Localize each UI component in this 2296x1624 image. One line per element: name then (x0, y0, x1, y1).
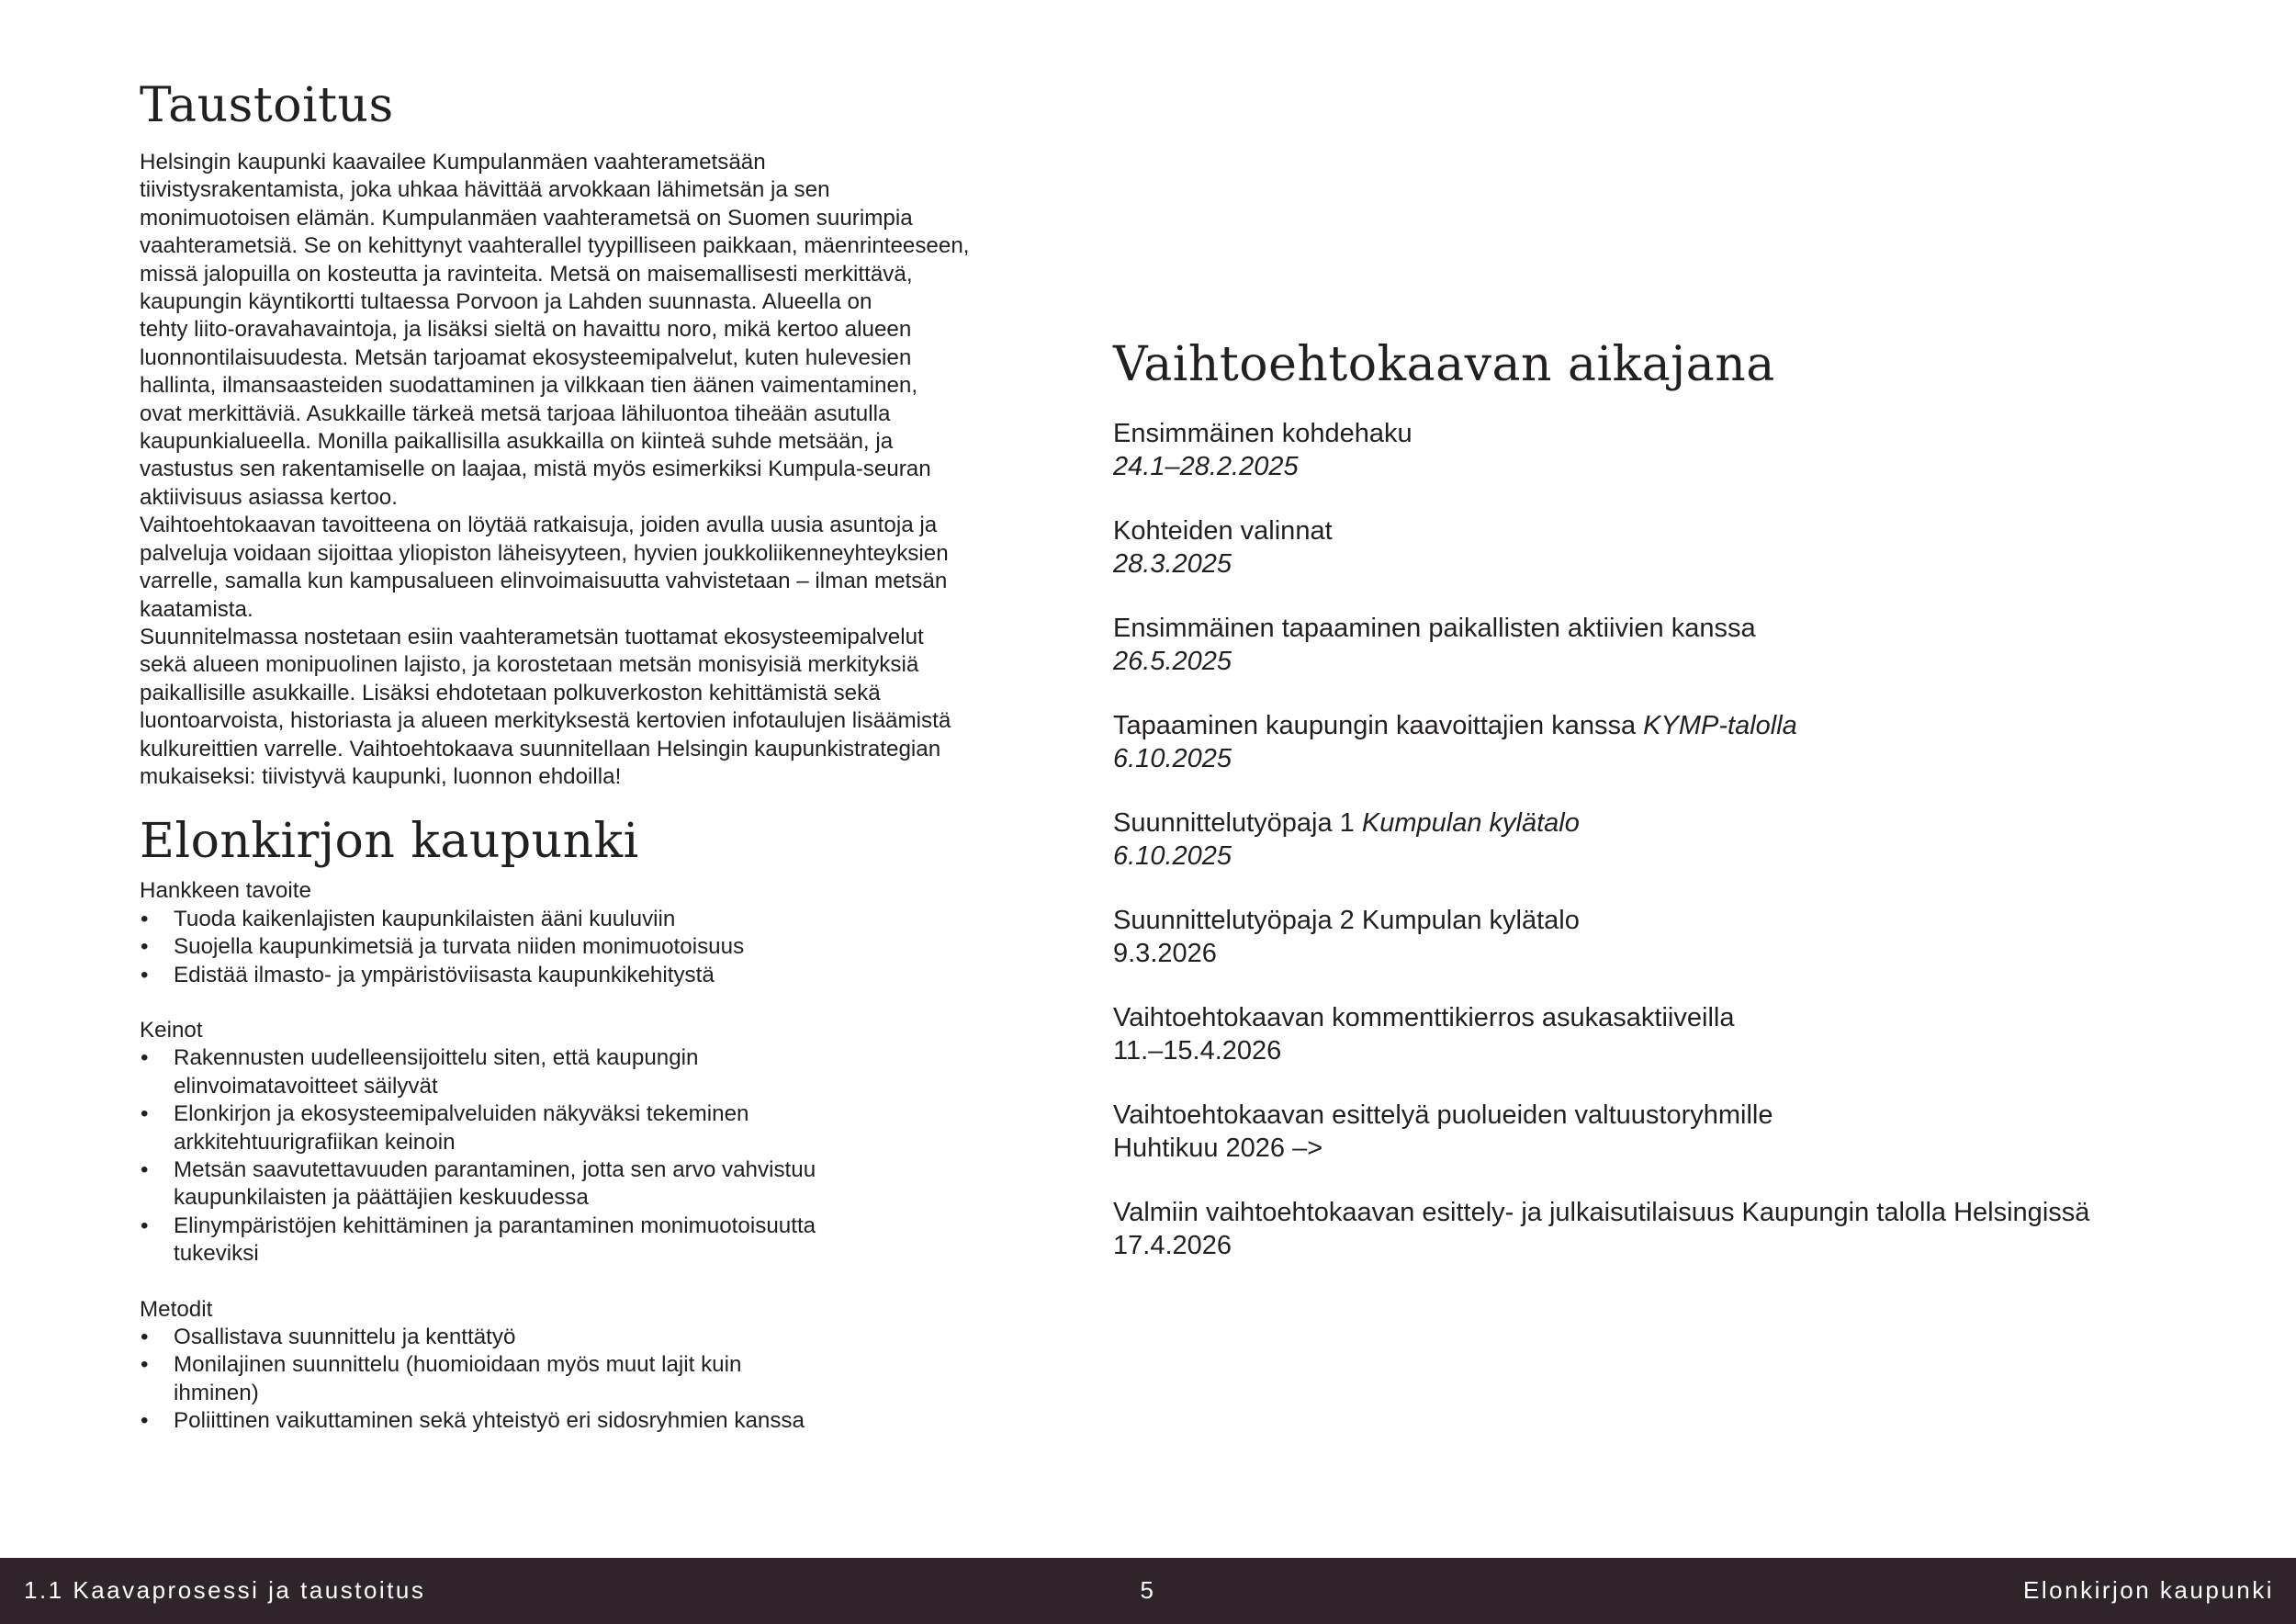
list-block (140, 1017, 1058, 1269)
bullet-list (140, 1044, 1058, 1268)
timeline-event: Tapaaminen kaupungin kaavoittajien kanssa KYMP-talolla (1113, 711, 1797, 740)
timeline-item (1113, 514, 2243, 581)
list-block (140, 877, 1058, 989)
timeline-item (1113, 806, 2243, 873)
paragraph: Vaihtoehtokaavan tavoitteena on löytää ratkaisuja, joiden avulla uusia asuntoja ja palveluja voidaan sijoittaa yliopiston läheisyyteen, hyvien joukkoliikenneyhteyksien varrelle, samalla kun kampusalueen elinvoimaisuutta vahvistetaan – ilman metsän kaatamista. (140, 513, 949, 622)
timeline-event: Kohteiden valinnat (1113, 516, 1333, 546)
list-item: • Edistää ilmasto- ja ympäristöviisasta kaupunkikehitystä (140, 962, 1058, 989)
list-item: • Poliittinen vaikuttaminen sekä yhteistyö eri sidosryhmien kanssa (140, 1407, 1058, 1435)
list-item: • Rakennusten uudelleensijoittelu siten, että kaupungin elinvoimatavoitteet säilyvät (140, 1044, 1058, 1100)
timeline-date: 6.10.2025 (1113, 744, 1232, 773)
timeline-item (1113, 612, 2243, 678)
left-column (140, 75, 1058, 1436)
list-item: • Tuoda kaikenlajisten kaupunkilaisten ääni kuuluviin (140, 906, 1058, 933)
timeline-date: Huhtikuu 2026 –> (1113, 1133, 1323, 1163)
timeline-event: Vaihtoehtokaavan esittelyä puolueiden valtuustoryhmille (1113, 1100, 1773, 1130)
timeline-item (1113, 417, 2243, 483)
bullet-list (140, 906, 1058, 989)
timeline-item (1113, 1001, 2243, 1067)
list-item: • Elinympäristöjen kehittäminen ja parantaminen monimuotoisuutta tukeviksi (140, 1212, 1058, 1269)
event-location: KYMP-talolla (1643, 711, 1797, 740)
timeline-event: Ensimmäinen kohdehaku (1113, 419, 1412, 448)
timeline-date: 28.3.2025 (1113, 549, 1232, 579)
timeline-event: Suunnittelutyöpaja 1 Kumpulan kylätalo (1113, 808, 1580, 838)
right-column (1113, 333, 2243, 1293)
footer-section-label: 1.1 Kaavaprosessi ja taustoitus (24, 1576, 426, 1604)
timeline-item (1113, 1196, 2243, 1262)
timeline-event: Vaihtoehtokaavan kommenttikierros asukasaktiiveilla (1113, 1003, 1735, 1032)
background-text (140, 149, 1058, 791)
timeline (1113, 417, 2243, 1262)
bullet-list (140, 1324, 1058, 1436)
timeline-item (1113, 904, 2243, 970)
page-number: 5 (1140, 1576, 1156, 1604)
list-item: • Suojella kaupunkimetsiä ja turvata niiden monimuotoisuus (140, 933, 1058, 961)
list-label: Hankkeen tavoite (140, 878, 311, 904)
page-footer (0, 1558, 2296, 1624)
timeline-date: 17.4.2026 (1113, 1231, 1232, 1260)
timeline-event: Suunnittelutyöpaja 2 Kumpulan kylätalo (1113, 906, 1580, 935)
list-item: • Elonkirjon ja ekosysteemipalveluiden näkyväksi tekeminen arkkitehtuurigrafiikan keinoin (140, 1100, 1058, 1156)
timeline-date: 11.–15.4.2026 (1113, 1036, 1282, 1066)
timeline-event: Ensimmäinen tapaaminen paikallisten aktiivien kanssa (1113, 614, 1756, 643)
timeline-heading: Vaihtoehtokaavan aikajana (1113, 337, 1775, 392)
event-location: Kumpulan kylätalo (1361, 808, 1580, 838)
list-block (140, 1296, 1058, 1436)
goals-lists (140, 877, 1058, 1435)
list-label: Keinot (140, 1017, 203, 1043)
list-item: • Monilajinen suunnittelu (huomioidaan myös muut lajit kuin ihminen) (140, 1351, 1058, 1407)
section-heading-taustoitus: Taustoitus (140, 78, 394, 133)
timeline-date: 9.3.2026 (1113, 939, 1217, 968)
paragraph: Helsingin kaupunki kaavailee Kumpulanmäen vaahterametsään tiivistysrakentamista, joka uhkaa hävittää arvokkaan lähimetsän ja sen monimuotoisen elämän. Kumpulanmäen vaahterametsä on Suomen suurimpia vaahterametsiä. Se on kehittynyt vaahterallel tyypilliseen paikkaan, mäenrinteeseen, missä jalopuilla on kosteutta ja ravinteita. Metsä on maisemallisesti merkittävä, kaupungin käyntikortti tultaessa Porvoon ja Lahden suunnasta. Alueella on tehty liito-oravahavaintoja, ja lisäksi sieltä on havaittu noro, mikä kertoo alueen luonnontilaisuudesta. Metsän tarjoamat ekosysteemipalvelut, kuten hulevesien hallinta, ilmansaasteiden suodattaminen ja vilkkaan tien äänen vaimentaminen, ovat merkittäviä. Asukkaille tärkeä metsä tarjoaa lähiluontoa tiheään asutulla kaupunkialueella. Monilla paikallisilla asukkailla on kiinteä suhde metsään, ja vastustus sen rakentamiselle on laajaa, mistä myös esimerkiksi Kumpula-seuran aktiivisuus asiassa kertoo. (140, 150, 970, 510)
timeline-event: Valmiin vaihtoehtokaavan esittely- ja julkaisutilaisuus Kaupungin talolla Helsingissä (1113, 1198, 2090, 1227)
paragraph: Suunnitelmassa nostetaan esiin vaahterametsän tuottamat ekosysteemipalvelut sekä alueen monipuolinen lajisto, ja korostetaan metsän monisyisiä merkityksiä paikallisille asukkaille. Lisäksi ehdotetaan polkuverkoston kehittämistä sekä luontoarvoista, historiasta ja alueen merkityksestä kertovien infotaulujen lisäämistä kulkureittien varrelle. Vaihtoehtokaava suunnitellaan Helsingin kaupunkistrategian mukaiseksi: tiivistyvä kaupunki, luonnon ehdoilla! (140, 624, 951, 789)
timeline-date: 6.10.2025 (1113, 841, 1232, 871)
timeline-date: 26.5.2025 (1113, 647, 1232, 676)
list-item: • Osallistava suunnittelu ja kenttätyö (140, 1324, 1058, 1351)
section-heading-elonkirjon-kaupunki: Elonkirjon kaupunki (140, 814, 639, 870)
timeline-item (1113, 1099, 2243, 1165)
footer-title: Elonkirjon kaupunki (2023, 1576, 2274, 1604)
timeline-item (1113, 709, 2243, 775)
timeline-date: 24.1–28.2.2025 (1113, 452, 1299, 481)
list-label: Metodit (140, 1296, 213, 1322)
list-item: • Metsän saavutettavuuden parantaminen, jotta sen arvo vahvistuu kaupunkilaisten ja päättäjien keskuudessa (140, 1156, 1058, 1212)
